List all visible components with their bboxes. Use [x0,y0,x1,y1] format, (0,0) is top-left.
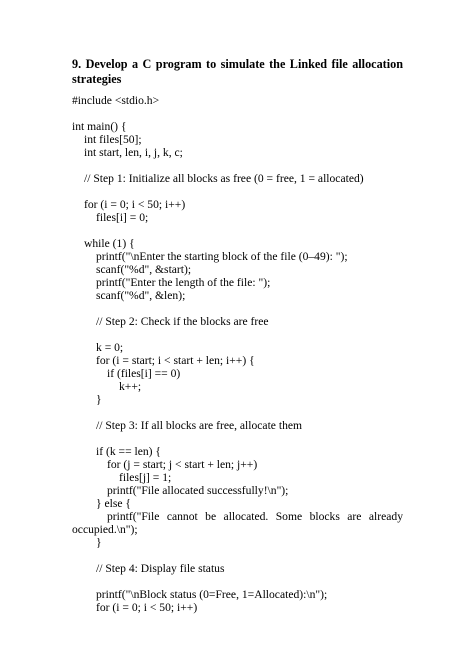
code-line: int main() { [72,120,127,133]
code-line: printf("File cannot be allocated. Some blocks are already [107,510,403,523]
code-line: // Step 2: Check if the blocks are free [96,315,269,328]
blank-line [72,159,403,172]
blank-line [72,549,403,562]
code-line: // Step 4: Display file status [96,562,225,575]
code-line: scanf("%d", &start); [96,263,192,276]
code-line: // Step 1: Initialize all blocks as free (0 = free, 1 = allocated) [84,172,364,185]
blank-line [72,107,403,120]
code-line: files[i] = 0; [96,211,149,224]
blank-line [72,432,403,445]
code-line: for (i = 0; i < 50; i++) [84,198,186,211]
code-line: int files[50]; [84,133,142,146]
code-line: for (i = 0; i < 50; i++) [96,601,198,614]
code-line: if (files[i] == 0) [107,367,181,380]
code-line: k = 0; [96,341,124,354]
code-line: int start, len, i, j, k, c; [84,146,183,159]
blank-line [72,575,403,588]
code-line: while (1) { [84,237,135,250]
code-line: k++; [119,380,142,393]
blank-line [72,406,403,419]
code-line: } [96,536,102,549]
blank-line [72,224,403,237]
code-block [72,94,403,614]
blank-line [72,328,403,341]
section-heading: 9. Develop a C program to simulate the Linked file allocation strategies [72,57,403,86]
code-line: printf("Enter the length of the file: "); [96,276,271,289]
code-line: scanf("%d", &len); [96,289,186,302]
code-line: printf("File allocated successfully!\n"); [107,484,289,497]
code-line: if (k == len) { [96,445,161,458]
code-line: printf("\nEnter the starting block of the file (0–49): "); [96,250,348,263]
code-line: files[j] = 1; [119,471,172,484]
code-line: } else { [96,497,131,510]
code-line: #include <stdio.h> [72,94,160,107]
code-line: for (i = start; i < start + len; i++) { [96,354,255,367]
code-line: // Step 3: If all blocks are free, allocate them [96,419,303,432]
code-line: printf("\nBlock status (0=Free, 1=Allocated):\n"); [96,588,328,601]
blank-line [72,185,403,198]
code-line: occupied.\n"); [72,523,138,536]
code-line: } [96,393,102,406]
code-line: for (j = start; j < start + len; j++) [107,458,258,471]
blank-line [72,302,403,315]
